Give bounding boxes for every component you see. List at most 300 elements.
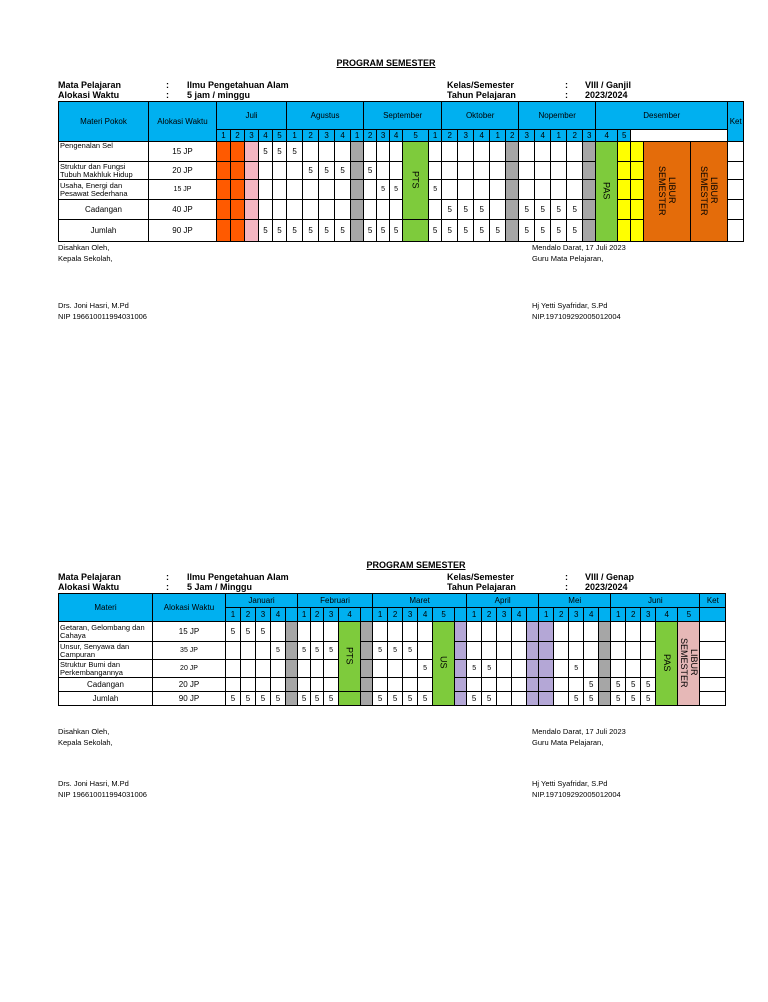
week-cell: 5 bbox=[364, 220, 377, 242]
sig-name: Drs. Joni Hasri, M.Pd bbox=[58, 301, 129, 310]
week-cell bbox=[388, 622, 403, 642]
week-cell bbox=[271, 660, 286, 678]
week-cell bbox=[377, 200, 390, 220]
pts-label: PTS bbox=[410, 170, 421, 189]
week-cell bbox=[217, 200, 231, 220]
week-cell bbox=[554, 660, 569, 678]
sig-line: Disahkan Oleh, bbox=[58, 727, 110, 736]
week-cell bbox=[231, 200, 245, 220]
week-cell bbox=[245, 180, 259, 200]
week-header: 4 bbox=[656, 608, 678, 622]
week-cell: 5 bbox=[259, 142, 273, 162]
week-cell bbox=[631, 200, 644, 220]
week-header: 1 bbox=[429, 130, 442, 142]
week-cell bbox=[569, 678, 584, 692]
week-cell: 5 bbox=[335, 162, 351, 180]
sig-line: Guru Mata Pelajaran, bbox=[532, 254, 604, 263]
week-cell bbox=[611, 660, 626, 678]
week-header: 3 bbox=[319, 130, 335, 142]
week-cell bbox=[512, 642, 527, 660]
week-cell: 5 bbox=[226, 692, 241, 706]
week-cell bbox=[506, 180, 519, 200]
ket-cell bbox=[700, 642, 726, 660]
tahun-value: 2023/2024 bbox=[585, 582, 628, 592]
sig-name: Drs. Joni Hasri, M.Pd bbox=[58, 779, 129, 788]
week-cell bbox=[287, 180, 303, 200]
week-cell bbox=[373, 678, 388, 692]
week-cell bbox=[474, 142, 490, 162]
week-cell bbox=[226, 678, 241, 692]
week-cell bbox=[631, 162, 644, 180]
week-cell bbox=[287, 200, 303, 220]
week-cell bbox=[364, 200, 377, 220]
week-cell: 5 bbox=[273, 220, 287, 242]
week-cell bbox=[361, 660, 373, 678]
week-header: 3 bbox=[256, 608, 271, 622]
week-cell bbox=[618, 180, 631, 200]
week-cell bbox=[626, 622, 641, 642]
week-cell: 5 bbox=[569, 660, 584, 678]
week-cell bbox=[298, 622, 311, 642]
week-cell bbox=[298, 678, 311, 692]
week-cell bbox=[403, 220, 429, 242]
week-cell bbox=[429, 142, 442, 162]
week-cell bbox=[311, 660, 324, 678]
week-cell bbox=[519, 142, 535, 162]
week-header bbox=[361, 608, 373, 622]
week-cell bbox=[364, 142, 377, 162]
week-cell bbox=[506, 220, 519, 242]
pts-label: PTS bbox=[344, 646, 355, 665]
week-cell bbox=[339, 692, 361, 706]
week-cell bbox=[641, 660, 656, 678]
week-cell: 5 bbox=[418, 660, 433, 678]
header-alokasi: Alokasi Waktu bbox=[149, 102, 217, 142]
week-cell: 5 bbox=[324, 642, 339, 660]
week-cell bbox=[351, 180, 364, 200]
materi-cell: Struktur Bumi dan Perkembangannya bbox=[59, 660, 153, 678]
week-header: 3 bbox=[641, 608, 656, 622]
week-cell bbox=[286, 642, 298, 660]
week-cell bbox=[482, 642, 497, 660]
week-cell bbox=[361, 692, 373, 706]
week-cell: 5 bbox=[611, 678, 626, 692]
week-cell: 5 bbox=[467, 692, 482, 706]
kelas-value: VIII / Genap bbox=[585, 572, 635, 582]
jp-cell: 35 JP bbox=[153, 642, 226, 660]
week-cell bbox=[554, 642, 569, 660]
ket-cell bbox=[728, 142, 744, 162]
week-cell bbox=[361, 622, 373, 642]
pas-label: PAS bbox=[601, 181, 612, 200]
week-cell bbox=[403, 660, 418, 678]
week-cell: 5 bbox=[458, 200, 474, 220]
jp-cell: 90 JP bbox=[149, 220, 217, 242]
week-cell bbox=[618, 142, 631, 162]
week-cell bbox=[599, 660, 611, 678]
pas-label: PAS bbox=[661, 653, 672, 672]
week-cell: 5 bbox=[364, 162, 377, 180]
week-header: 2 bbox=[303, 130, 319, 142]
week-cell bbox=[319, 142, 335, 162]
week-cell: 5 bbox=[319, 220, 335, 242]
week-cell: 5 bbox=[626, 692, 641, 706]
week-cell bbox=[259, 162, 273, 180]
week-cell: 5 bbox=[626, 678, 641, 692]
week-cell bbox=[217, 220, 231, 242]
week-cell: 5 bbox=[241, 622, 256, 642]
week-cell bbox=[519, 180, 535, 200]
week-cell bbox=[583, 220, 596, 242]
week-cell bbox=[361, 678, 373, 692]
jp-cell: 20 JP bbox=[153, 660, 226, 678]
week-cell bbox=[539, 692, 554, 706]
ket-cell bbox=[728, 200, 744, 220]
ket-cell bbox=[728, 220, 744, 242]
jp-cell: 40 JP bbox=[149, 200, 217, 220]
kelas-label: Kelas/Semester bbox=[447, 80, 515, 90]
jp-cell: 15 JP bbox=[149, 180, 217, 200]
week-cell bbox=[403, 678, 418, 692]
week-cell bbox=[626, 660, 641, 678]
jp-cell: 20 JP bbox=[153, 678, 226, 692]
week-cell bbox=[351, 142, 364, 162]
week-cell bbox=[303, 200, 319, 220]
week-cell bbox=[506, 142, 519, 162]
week-header bbox=[455, 608, 467, 622]
week-header: 3 bbox=[458, 130, 474, 142]
week-cell: 5 bbox=[429, 180, 442, 200]
libur-label: LIBUR SEMESTER bbox=[678, 637, 699, 688]
week-cell bbox=[583, 142, 596, 162]
week-cell bbox=[217, 162, 231, 180]
meta-colon: : bbox=[166, 80, 169, 90]
week-header: 5 bbox=[433, 608, 455, 622]
week-cell bbox=[217, 180, 231, 200]
week-cell bbox=[335, 180, 351, 200]
week-cell bbox=[583, 162, 596, 180]
week-cell bbox=[351, 220, 364, 242]
week-cell: 5 bbox=[474, 220, 490, 242]
week-cell bbox=[245, 162, 259, 180]
week-header bbox=[599, 608, 611, 622]
week-cell: 5 bbox=[567, 220, 583, 242]
week-cell: 5 bbox=[335, 220, 351, 242]
week-header: 4 bbox=[335, 130, 351, 142]
week-cell: 5 bbox=[569, 692, 584, 706]
header-ket: Ket bbox=[728, 102, 744, 142]
week-cell bbox=[527, 642, 539, 660]
libur-label: LIBUR SEMESTER bbox=[699, 165, 720, 216]
week-cell: 5 bbox=[641, 692, 656, 706]
month-header: Agustus bbox=[287, 102, 364, 130]
sig-name: Hj Yetti Syafridar, S.Pd bbox=[532, 779, 608, 788]
week-cell bbox=[490, 142, 506, 162]
week-cell bbox=[388, 678, 403, 692]
libur-label: LIBUR SEMESTER bbox=[657, 165, 678, 216]
week-cell bbox=[611, 622, 626, 642]
week-cell bbox=[390, 200, 403, 220]
week-cell bbox=[554, 692, 569, 706]
week-cell bbox=[319, 180, 335, 200]
week-cell bbox=[567, 180, 583, 200]
meta-colon: : bbox=[565, 582, 568, 592]
week-cell: 5 bbox=[474, 200, 490, 220]
week-cell: 5 bbox=[390, 180, 403, 200]
week-cell bbox=[273, 200, 287, 220]
week-cell bbox=[512, 692, 527, 706]
mapel-value: Ilmu Pengetahuan Alam bbox=[187, 572, 289, 582]
schedule-table bbox=[58, 593, 726, 706]
week-cell: 5 bbox=[388, 642, 403, 660]
signature-right bbox=[532, 726, 626, 800]
week-cell bbox=[388, 660, 403, 678]
month-header: Januari bbox=[226, 594, 298, 608]
week-cell: 5 bbox=[429, 220, 442, 242]
ket-cell bbox=[700, 678, 726, 692]
week-cell bbox=[567, 142, 583, 162]
week-cell bbox=[599, 692, 611, 706]
week-cell bbox=[539, 642, 554, 660]
sig-nip: NIP.197109292005012004 bbox=[532, 790, 621, 799]
ket-cell bbox=[728, 162, 744, 180]
week-cell bbox=[377, 162, 390, 180]
week-cell bbox=[241, 678, 256, 692]
ket-header bbox=[700, 608, 726, 622]
week-cell bbox=[256, 660, 271, 678]
jp-cell: 20 JP bbox=[149, 162, 217, 180]
month-header: Februari bbox=[298, 594, 373, 608]
week-cell: 5 bbox=[377, 180, 390, 200]
pts-block bbox=[403, 142, 429, 220]
week-cell bbox=[442, 162, 458, 180]
week-cell: 5 bbox=[373, 692, 388, 706]
meta-colon: : bbox=[166, 572, 169, 582]
sig-line: Guru Mata Pelajaran, bbox=[532, 738, 604, 747]
week-cell bbox=[497, 660, 512, 678]
week-cell: 5 bbox=[551, 200, 567, 220]
week-cell: 5 bbox=[403, 642, 418, 660]
week-cell bbox=[512, 660, 527, 678]
week-cell bbox=[455, 692, 467, 706]
us-label: US bbox=[438, 656, 449, 669]
week-cell bbox=[631, 220, 644, 242]
week-cell bbox=[231, 162, 245, 180]
week-cell: 5 bbox=[273, 142, 287, 162]
week-header: 2 bbox=[506, 130, 519, 142]
week-cell bbox=[535, 162, 551, 180]
week-cell bbox=[241, 660, 256, 678]
week-header: 2 bbox=[554, 608, 569, 622]
week-header: 4 bbox=[474, 130, 490, 142]
week-cell bbox=[506, 162, 519, 180]
week-cell bbox=[527, 692, 539, 706]
mapel-value: Ilmu Pengetahuan Alam bbox=[187, 80, 289, 90]
materi-cell: Getaran, Gelombang dan Cahaya bbox=[59, 622, 153, 642]
week-cell: 5 bbox=[442, 200, 458, 220]
month-header: Nopember bbox=[519, 102, 596, 130]
meta-colon: : bbox=[565, 90, 568, 100]
alokasi-value: 5 Jam / Minggu bbox=[187, 582, 253, 592]
week-cell: 5 bbox=[390, 220, 403, 242]
header-ket: Ket bbox=[700, 594, 726, 608]
week-cell bbox=[482, 622, 497, 642]
week-cell bbox=[551, 142, 567, 162]
ket-cell bbox=[700, 692, 726, 706]
materi-cell: Jumlah bbox=[59, 692, 153, 706]
week-cell: 5 bbox=[287, 142, 303, 162]
week-cell bbox=[497, 678, 512, 692]
pts-block bbox=[339, 622, 361, 692]
sig-nip: NIP 196610011994031006 bbox=[58, 790, 147, 799]
sig-line: Mendalo Darat, 17 Juli 2023 bbox=[532, 727, 626, 736]
ket-cell bbox=[728, 180, 744, 200]
week-cell bbox=[231, 180, 245, 200]
week-cell bbox=[519, 162, 535, 180]
week-cell bbox=[245, 200, 259, 220]
week-cell bbox=[539, 622, 554, 642]
week-header: 5 bbox=[678, 608, 700, 622]
libur-semester-block bbox=[691, 142, 728, 242]
month-header: Oktober bbox=[442, 102, 519, 130]
week-header: 3 bbox=[245, 130, 259, 142]
week-cell bbox=[271, 678, 286, 692]
week-cell bbox=[497, 692, 512, 706]
sig-nip: NIP 196610011994031006 bbox=[58, 312, 147, 321]
week-cell bbox=[626, 642, 641, 660]
week-cell bbox=[527, 622, 539, 642]
week-header: 1 bbox=[551, 130, 567, 142]
week-cell bbox=[298, 660, 311, 678]
week-header: 3 bbox=[403, 608, 418, 622]
week-cell: 5 bbox=[519, 220, 535, 242]
week-cell bbox=[390, 142, 403, 162]
week-cell bbox=[324, 660, 339, 678]
week-cell: 5 bbox=[319, 162, 335, 180]
week-cell bbox=[271, 622, 286, 642]
week-header: 3 bbox=[569, 608, 584, 622]
week-header: 2 bbox=[442, 130, 458, 142]
week-cell: 5 bbox=[584, 678, 599, 692]
week-cell bbox=[286, 660, 298, 678]
week-header: 3 bbox=[497, 608, 512, 622]
week-header bbox=[286, 608, 298, 622]
week-cell bbox=[259, 200, 273, 220]
materi-cell: Unsur, Senyawa dan Campuran bbox=[59, 642, 153, 660]
mapel-label: Mata Pelajaran bbox=[58, 80, 122, 90]
meta-colon: : bbox=[565, 80, 568, 90]
week-cell: 5 bbox=[324, 692, 339, 706]
week-header: 2 bbox=[311, 608, 324, 622]
week-cell bbox=[273, 162, 287, 180]
week-header: 1 bbox=[490, 130, 506, 142]
week-cell: 5 bbox=[388, 692, 403, 706]
materi-cell: Jumlah bbox=[59, 220, 149, 242]
week-header: 4 bbox=[390, 130, 403, 142]
week-header: 4 bbox=[339, 608, 361, 622]
week-cell: 5 bbox=[458, 220, 474, 242]
week-header: 3 bbox=[519, 130, 535, 142]
week-cell bbox=[324, 678, 339, 692]
week-cell bbox=[506, 200, 519, 220]
week-cell bbox=[458, 180, 474, 200]
week-cell bbox=[474, 162, 490, 180]
materi-cell: Usaha, Energi dan Pesawat Sederhana bbox=[59, 180, 149, 200]
signature-left bbox=[58, 726, 147, 800]
tahun-value: 2023/2024 bbox=[585, 90, 628, 100]
week-cell bbox=[467, 622, 482, 642]
page-title: PROGRAM SEMESTER bbox=[366, 560, 466, 570]
week-cell: 5 bbox=[226, 622, 241, 642]
week-header: 2 bbox=[241, 608, 256, 622]
week-cell bbox=[364, 180, 377, 200]
week-cell bbox=[512, 678, 527, 692]
week-cell bbox=[273, 180, 287, 200]
week-cell bbox=[535, 142, 551, 162]
week-cell bbox=[584, 642, 599, 660]
sig-line: Kepala Sekolah, bbox=[58, 254, 113, 263]
week-cell bbox=[403, 622, 418, 642]
week-cell: 5 bbox=[377, 220, 390, 242]
week-cell bbox=[373, 622, 388, 642]
week-header: 2 bbox=[567, 130, 583, 142]
week-cell bbox=[569, 642, 584, 660]
week-cell bbox=[442, 180, 458, 200]
week-cell bbox=[286, 678, 298, 692]
week-header: 4 bbox=[584, 608, 599, 622]
week-cell bbox=[567, 162, 583, 180]
week-header: 2 bbox=[231, 130, 245, 142]
tahun-label: Tahun Pelajaran bbox=[447, 582, 516, 592]
materi-cell: Struktur dan Fungsi Tubuh Makhluk Hidup bbox=[59, 162, 149, 180]
week-cell bbox=[599, 678, 611, 692]
week-cell bbox=[324, 622, 339, 642]
week-cell bbox=[245, 142, 259, 162]
week-cell: 5 bbox=[584, 692, 599, 706]
header-materi: Materi Pokok bbox=[59, 102, 149, 142]
week-cell bbox=[584, 622, 599, 642]
week-cell bbox=[497, 642, 512, 660]
week-cell bbox=[631, 142, 644, 162]
week-cell: 5 bbox=[490, 220, 506, 242]
materi-cell: Cadangan bbox=[59, 200, 149, 220]
week-cell: 5 bbox=[298, 692, 311, 706]
week-cell bbox=[231, 220, 245, 242]
pas-block bbox=[656, 622, 678, 706]
jp-cell: 90 JP bbox=[153, 692, 226, 706]
header-alokasi: Alokasi Waktu bbox=[153, 594, 226, 622]
week-header: 5 bbox=[273, 130, 287, 142]
alokasi-label: Alokasi Waktu bbox=[58, 582, 120, 592]
week-cell: 5 bbox=[311, 642, 324, 660]
week-cell: 5 bbox=[259, 220, 273, 242]
week-cell bbox=[418, 642, 433, 660]
week-cell bbox=[303, 180, 319, 200]
week-cell bbox=[418, 678, 433, 692]
week-cell bbox=[458, 162, 474, 180]
week-cell bbox=[287, 162, 303, 180]
week-header: 1 bbox=[217, 130, 231, 142]
month-header: Juni bbox=[611, 594, 700, 608]
week-cell bbox=[311, 678, 324, 692]
week-cell bbox=[351, 162, 364, 180]
signature-right bbox=[532, 242, 626, 322]
week-header: 2 bbox=[388, 608, 403, 622]
week-cell bbox=[482, 678, 497, 692]
week-cell: 5 bbox=[567, 200, 583, 220]
week-cell bbox=[455, 622, 467, 642]
materi-cell: Cadangan bbox=[59, 678, 153, 692]
